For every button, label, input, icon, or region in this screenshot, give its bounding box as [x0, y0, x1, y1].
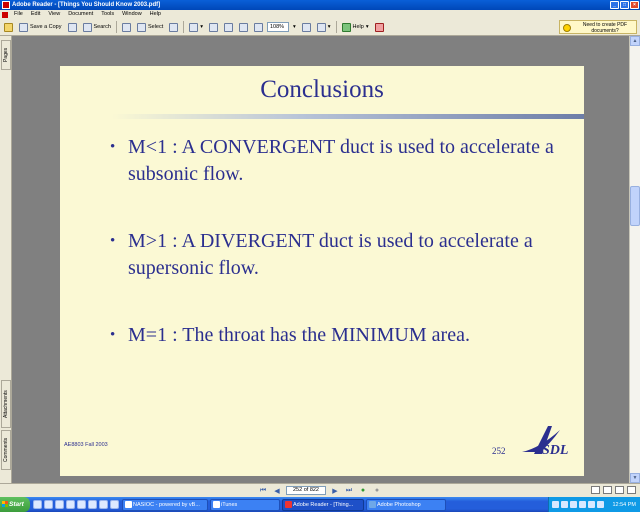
tab-attachments[interactable] [1, 380, 11, 428]
facing-button[interactable] [615, 486, 624, 494]
search-label: Search [93, 24, 111, 30]
toolbar-separator [336, 21, 337, 33]
previous-view-button[interactable]: ● [360, 487, 366, 494]
browser-icon [125, 501, 132, 508]
minimize-button[interactable]: _ [610, 1, 619, 9]
scroll-thumb[interactable] [630, 186, 640, 226]
taskbar-button-itunes[interactable] [210, 499, 280, 511]
toolbar-separator [183, 21, 184, 33]
menu-bar [0, 10, 640, 19]
slide-page-number: 252 [492, 446, 506, 456]
page-navigation-bar [0, 483, 640, 497]
tab-comments[interactable] [1, 430, 11, 470]
camera-icon [169, 23, 178, 32]
zoom-in-tool-button[interactable]: ▾ [187, 21, 205, 33]
bullet-item [110, 228, 558, 282]
continuous-facing-button[interactable] [627, 486, 636, 494]
document-icon [2, 12, 8, 18]
scroll-down-button[interactable]: ▼ [630, 473, 640, 483]
first-page-button[interactable]: ⏮ [259, 486, 267, 494]
volume-icon[interactable] [597, 501, 604, 508]
task-label: Adobe Reader - [Thing... [293, 501, 354, 508]
svg-text:SDL: SDL [542, 443, 569, 458]
select-label: Select [147, 24, 164, 30]
next-view-button[interactable]: ● [374, 487, 380, 494]
system-tray [548, 497, 640, 512]
task-label: Adobe Photoshop [377, 501, 421, 508]
window-title: Adobe Reader - [Things You Should Know 2003.pdf] [12, 2, 161, 8]
quick-launch-icon[interactable] [66, 500, 75, 509]
print-button[interactable] [66, 21, 79, 33]
maximize-button[interactable]: □ [620, 1, 629, 9]
magnifier-icon [189, 23, 198, 32]
quick-launch-icon[interactable] [55, 500, 64, 509]
tip-text: Need to create PDF documents? [582, 22, 628, 34]
save-copy-label: Save a Copy [30, 24, 62, 30]
hand-tool-button[interactable] [120, 21, 133, 33]
menu-tools[interactable]: Tools [101, 11, 115, 17]
actual-size-button[interactable] [207, 21, 220, 33]
quick-launch-icon[interactable] [99, 500, 108, 509]
menu-edit[interactable]: Edit [30, 11, 41, 17]
last-page-button[interactable]: ⏭ [345, 486, 353, 494]
actual-size-icon [209, 23, 218, 32]
navigation-pane-tabs [0, 36, 12, 483]
slide-title: Conclusions [260, 76, 384, 103]
page-layout-controls [591, 486, 636, 494]
search-button[interactable] [81, 21, 113, 33]
tab-comments-label: Comments [3, 437, 9, 463]
help-label: Help [352, 24, 364, 30]
bullet-text: M<1 : A CONVERGENT duct is used to accelerate a subsonic flow. [128, 136, 554, 185]
slide-footer: AE8803 Fall 2003 [64, 442, 108, 448]
create-pdf-tip[interactable] [559, 20, 637, 34]
save-copy-button[interactable] [17, 21, 64, 33]
close-button[interactable]: × [630, 1, 639, 9]
taskbar-button-nasioc[interactable] [122, 499, 208, 511]
rotate-icon [317, 23, 326, 32]
quick-launch-icon[interactable] [88, 500, 97, 509]
next-page-button[interactable]: ▶ [332, 487, 338, 495]
continuous-button[interactable] [603, 486, 612, 494]
vertical-scrollbar[interactable] [629, 36, 640, 483]
photoshop-icon [369, 501, 376, 508]
menu-view[interactable]: View [48, 11, 61, 17]
window-controls [610, 1, 639, 9]
adobe-reader-icon [285, 501, 292, 508]
quick-launch-icon[interactable] [33, 500, 42, 509]
fit-page-button[interactable] [222, 21, 235, 33]
menu-file[interactable]: File [14, 11, 23, 17]
search-icon [83, 23, 92, 32]
windows-taskbar [0, 497, 640, 512]
folder-icon [4, 23, 13, 32]
tab-pages-label: Pages [3, 47, 9, 63]
task-label: NASIOC - powered by vB... [133, 501, 200, 508]
task-label: iTunes [221, 501, 238, 508]
bullet-dot: • [110, 233, 116, 249]
zoom-field[interactable]: 108% [267, 22, 289, 32]
hand-icon [122, 23, 131, 32]
help-icon [342, 23, 351, 32]
menu-window[interactable]: Window [122, 11, 142, 17]
window-title-bar[interactable] [0, 0, 640, 10]
print-icon [68, 23, 77, 32]
zoom-dropdown[interactable]: ▾ [293, 24, 296, 30]
page-number-field[interactable]: 252 of 822 [286, 486, 326, 495]
quick-launch-icon[interactable] [44, 500, 53, 509]
yahoo-icon [375, 23, 384, 32]
taskbar-button-photoshop[interactable] [366, 499, 446, 511]
previous-page-button[interactable]: ◀ [274, 487, 280, 495]
windows-logo-icon [2, 501, 8, 507]
bullet-text: M>1 : A DIVERGENT duct is used to accelerate a supersonic flow. [128, 230, 533, 279]
tab-attachments-label: Attachments [3, 390, 9, 418]
rotate-button[interactable]: ▾ [315, 21, 333, 33]
taskbar-button-adobe-reader[interactable] [282, 499, 364, 511]
scroll-up-button[interactable]: ▲ [630, 36, 640, 46]
open-button[interactable] [2, 21, 15, 33]
zoom-in-icon [302, 23, 311, 32]
menu-document[interactable]: Document [68, 11, 94, 17]
bullet-dot: • [110, 327, 116, 343]
fit-width-button[interactable] [237, 21, 250, 33]
bullet-text: M=1 : The throat has the MINIMUM area. [128, 324, 470, 346]
bullet-item [110, 322, 558, 349]
clock[interactable]: 12:54 PM [612, 501, 636, 508]
lightbulb-icon [563, 24, 571, 32]
tray-icon[interactable] [552, 501, 559, 508]
start-button[interactable] [0, 497, 30, 512]
tray-icon[interactable] [588, 501, 595, 508]
zoom-in-button[interactable] [300, 21, 313, 33]
fit-page-icon [224, 23, 233, 32]
asdl-logo [520, 422, 582, 460]
pdf-page [60, 66, 584, 476]
bullet-dot: • [110, 139, 116, 155]
yahoo-button[interactable] [373, 21, 386, 33]
quick-launch-icon[interactable] [77, 500, 86, 509]
toolbar [0, 19, 640, 36]
title-rule [112, 114, 584, 119]
save-icon [19, 23, 28, 32]
tray-icon[interactable] [579, 501, 586, 508]
snapshot-button[interactable] [167, 21, 180, 33]
quick-launch-icon[interactable] [110, 500, 119, 509]
toolbar-separator [116, 21, 117, 33]
quick-launch [30, 500, 122, 509]
cursor-icon [137, 23, 146, 32]
adobe-reader-icon [2, 1, 10, 9]
help-button[interactable]: Help ▾ [340, 21, 371, 33]
zoom-out-icon [254, 23, 263, 32]
zoom-out-button[interactable] [252, 21, 265, 33]
fit-width-icon [239, 23, 248, 32]
start-label: Start [9, 501, 24, 508]
select-tool-button[interactable] [135, 21, 165, 33]
itunes-icon [213, 501, 220, 508]
document-view[interactable] [12, 36, 629, 483]
bullet-item [110, 134, 558, 188]
menu-help[interactable]: Help [149, 11, 161, 17]
tray-icon[interactable] [561, 501, 568, 508]
single-page-button[interactable] [591, 486, 600, 494]
tray-icon[interactable] [570, 501, 577, 508]
tab-pages[interactable] [1, 40, 11, 70]
